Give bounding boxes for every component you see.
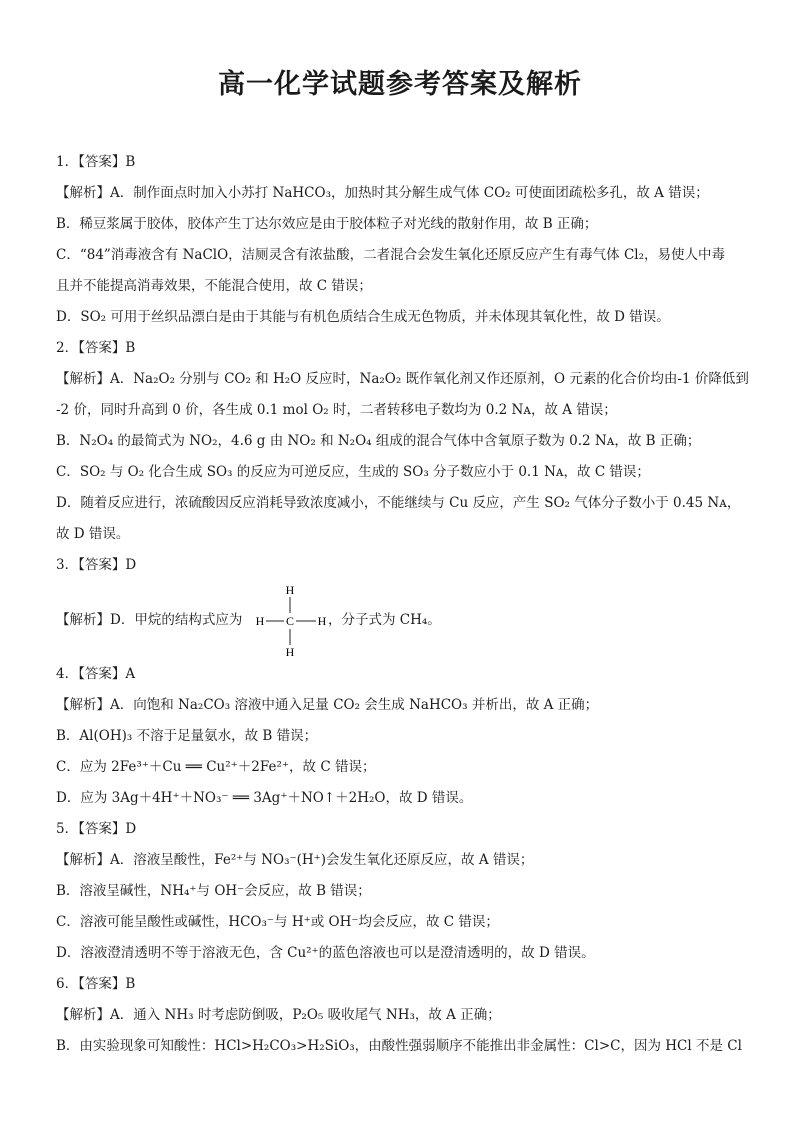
explanation-line: 【解析】A．向饱和 Na₂CO₃ 溶液中通入足量 CO₂ 会生成 NaHCO₃ 并析出，故 A 正确； — [56, 697, 599, 713]
explanation-line: B．由实验现象可知酸性：HCl>H₂CO₃>H₂SiO₃，由酸性强弱顺序不能推出非金属性：Cl>C，因为 HCl 不是 Cl — [56, 1038, 742, 1054]
answer-label: 5．【答案】D — [56, 821, 137, 837]
answer-label: 3．【答案】D — [56, 557, 137, 573]
answer-content — [56, 147, 756, 1062]
explanation-line: C．“84”消毒液含有 NaClO，洁厕灵含有浓盐酸，二者混合会发生氧化还原反应产生有毒气体 Cl₂，易使人中毒 — [56, 247, 726, 263]
explanation-line: C．SO₂ 与 O₂ 化合生成 SO₃ 的反应为可逆反应，生成的 SO₃ 分子数应小于 0.1 Nᴀ，故 C 错误； — [56, 464, 650, 480]
answer-label: 1．【答案】B — [56, 154, 136, 170]
explanation-line: B．Al(OH)₃ 不溶于足量氨水，故 B 错误； — [56, 728, 318, 744]
atom-h-bottom: H — [285, 645, 295, 659]
explanation-line: 【解析】A．溶液呈酸性，Fe²⁺与 NO₃⁻(H⁺)会发生氧化还原反应，故 A 错误； — [56, 852, 534, 868]
explanation-line: D．SO₂ 可用于丝织品漂白是由于其能与有机色质结合生成无色物质，并未体现其氧化性，故 D 错误。 — [56, 309, 670, 325]
explanation-line: -2 价，同时升高到 0 价，各生成 0.1 mol O₂ 时，二者转移电子数均为 0.2 Nᴀ，故 A 错误； — [56, 402, 617, 418]
explanation-line: 【解析】A．Na₂O₂ 分别与 CO₂ 和 H₂O 反应时，Na₂O₂ 既作氧化剂又作还原剂，O 元素的化合价均由-1 价降低到 — [56, 371, 749, 387]
atom-h-left: H — [255, 614, 265, 628]
structure-text-after: ，分子式为 CH₄。 — [328, 612, 441, 628]
answer-label: 4．【答案】A — [56, 666, 136, 682]
answer-label: 6．【答案】B — [56, 976, 136, 992]
question-6 — [56, 969, 756, 1062]
explanation-line: 故 D 错误。 — [56, 526, 130, 542]
question-4 — [56, 659, 756, 814]
explanation-line: B．稀豆浆属于胶体，胶体产生丁达尔效应是由于胶体粒子对光线的散射作用，故 B 正确； — [56, 216, 598, 232]
page-title: 高一化学试题参考答案及解析 — [218, 69, 582, 100]
explanation-line: B．N₂O₄ 的最简式为 NO₂，4.6 g 由 NO₂ 和 N₂O₄ 组成的混合气体中含氧原子数为 0.2 Nᴀ，故 B 正确； — [56, 433, 701, 449]
explanation-line: C．溶液可能呈酸性或碱性，HCO₃⁻与 H⁺或 OH⁻均会反应，故 C 错误； — [56, 914, 499, 930]
atom-c-center: C — [285, 614, 295, 628]
question-5 — [56, 814, 756, 969]
explanation-line: D．应为 3Ag＋4H⁺＋NO₃⁻ ══ 3Ag⁺＋NO↑＋2H₂O，故 D 错误。 — [56, 790, 473, 806]
answer-label: 2．【答案】B — [56, 340, 136, 356]
atom-h-top: H — [285, 583, 295, 597]
explanation-line: C．应为 2Fe³⁺＋Cu ══ Cu²⁺＋2Fe²⁺，故 C 错误； — [56, 759, 376, 775]
methane-structure-row — [56, 581, 756, 659]
explanation-line: 且并不能提高消毒效果，不能混合使用，故 C 错误； — [56, 278, 372, 294]
atom-h-right: H — [317, 614, 327, 628]
structure-text-before: 【解析】D．甲烷的结构式应为 — [56, 612, 243, 628]
question-1 — [56, 147, 756, 333]
question-2 — [56, 333, 756, 550]
explanation-line: 【解析】A．通入 NH₃ 时考虑防倒吸，P₂O₅ 吸收尾气 NH₃，故 A 正确； — [56, 1007, 501, 1023]
question-3 — [56, 550, 756, 659]
explanation-line: D．溶液澄清透明不等于溶液无色，含 Cu²⁺的蓝色溶液也可以是澄清透明的，故 D 错误。 — [56, 945, 595, 961]
explanation-line: D．随着反应进行，浓硫酸因反应消耗导致浓度减小，不能继续与 Cu 反应，产生 SO₂ 气体分子数小于 0.45 Nᴀ， — [56, 495, 741, 511]
explanation-line: B．溶液呈碱性，NH₄⁺与 OH⁻会反应，故 B 错误； — [56, 883, 371, 899]
explanation-line: 【解析】A．制作面点时加入小苏打 NaHCO₃，加热时其分解生成气体 CO₂ 可使面团疏松多孔，故 A 错误； — [56, 185, 709, 201]
